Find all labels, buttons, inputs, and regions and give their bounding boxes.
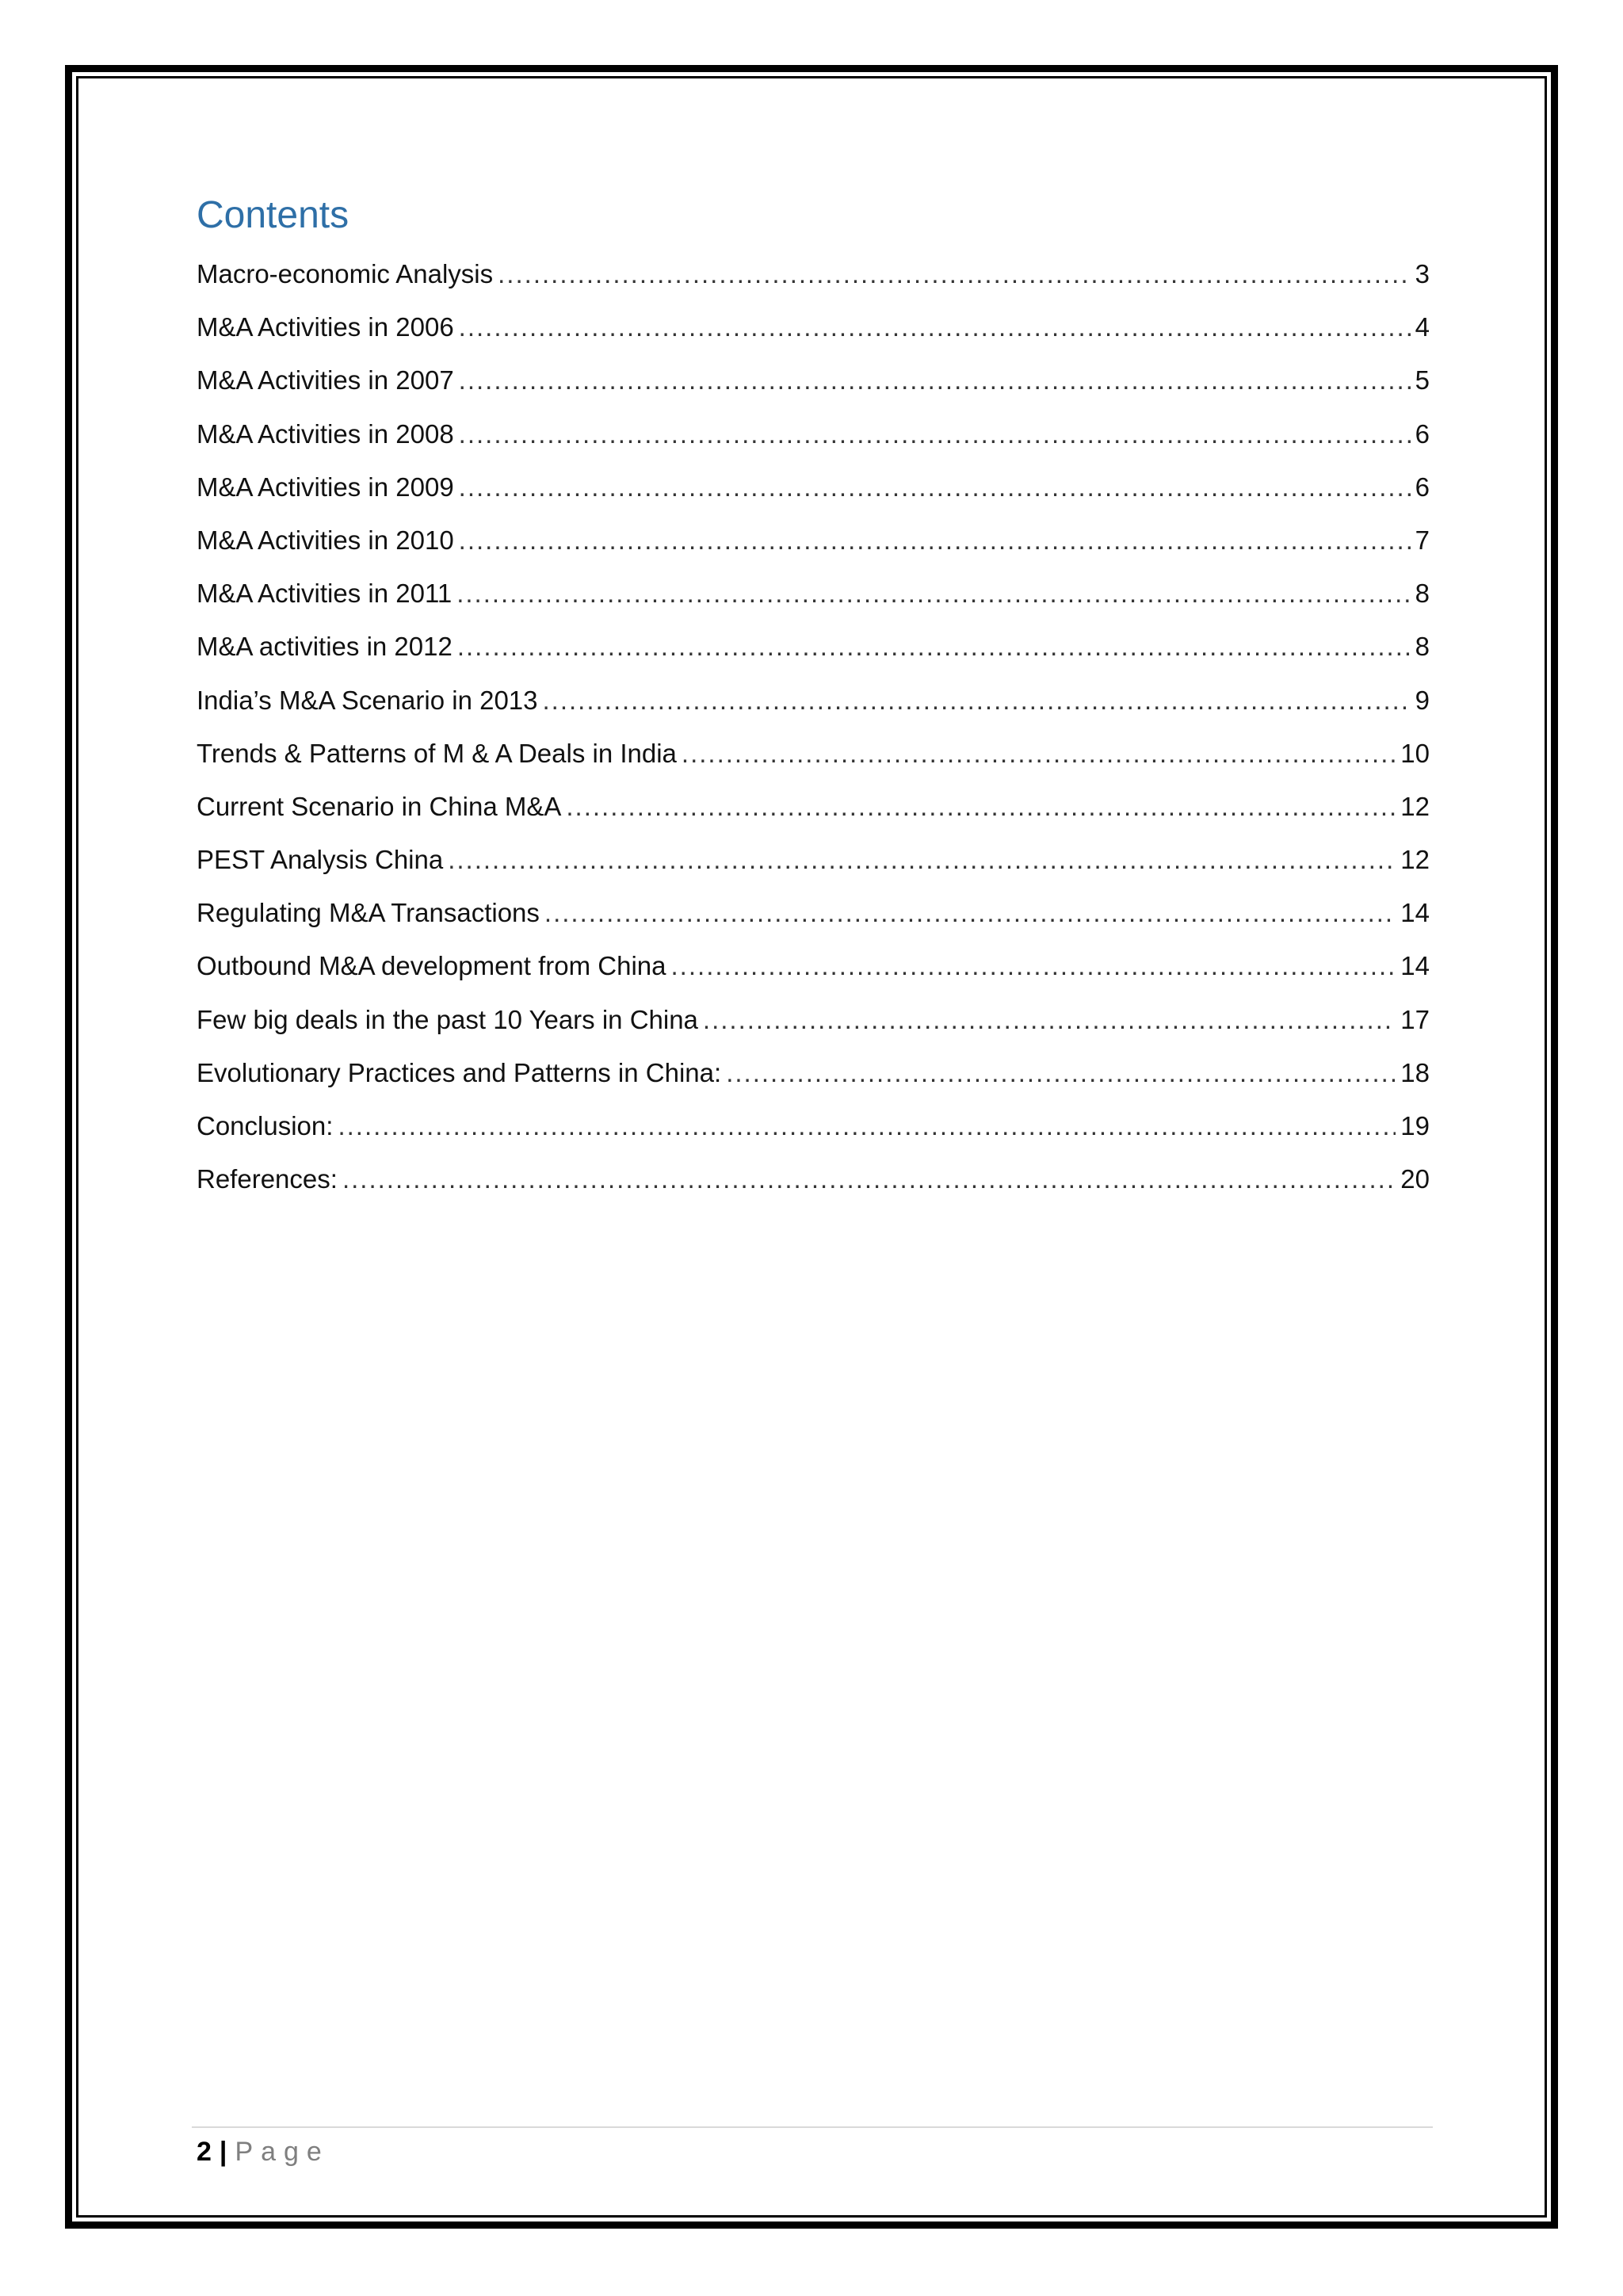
toc-entry[interactable] <box>197 947 1430 1000</box>
toc-dot-leader <box>457 628 1411 666</box>
toc-entry-label: References: <box>197 1164 338 1194</box>
toc-entry[interactable] <box>197 1160 1430 1213</box>
toc-entry-label: Regulating M&A Transactions <box>197 898 540 928</box>
toc-entry-page: 9 <box>1415 685 1430 715</box>
toc-entry-label: Macro-economic Analysis <box>197 259 494 288</box>
toc-dot-leader <box>671 947 1396 985</box>
toc-entry-page: 3 <box>1415 259 1430 288</box>
toc-dot-leader <box>459 521 1411 560</box>
toc-entry-page: 10 <box>1400 738 1430 768</box>
toc-entry[interactable] <box>197 468 1430 521</box>
toc-entry[interactable] <box>197 255 1430 308</box>
toc-dot-leader <box>544 894 1396 932</box>
toc-entry-page: 17 <box>1400 1004 1430 1034</box>
toc-entry-page: 12 <box>1400 845 1430 875</box>
toc-entry-label: M&A activities in 2012 <box>197 632 453 662</box>
toc-dot-leader <box>566 788 1396 826</box>
toc-entry-page: 18 <box>1400 1057 1430 1087</box>
page-footer <box>197 2134 330 2169</box>
toc-entry-label: PEST Analysis China <box>197 845 444 875</box>
toc-entry-label: M&A Activities in 2011 <box>197 579 453 609</box>
toc-entry-page: 14 <box>1400 898 1430 928</box>
toc-dot-leader <box>726 1054 1396 1092</box>
toc-entry-page: 7 <box>1415 525 1430 555</box>
toc-entry-label: M&A Activities in 2006 <box>197 312 454 342</box>
toc-entry-page: 14 <box>1400 951 1430 981</box>
toc-dot-leader <box>459 308 1411 346</box>
toc-dot-leader <box>682 735 1396 773</box>
toc-dot-leader <box>703 1001 1396 1039</box>
footer-separator: | <box>219 2137 227 2167</box>
toc-dot-leader <box>459 468 1411 506</box>
toc-entry-page: 8 <box>1415 579 1430 609</box>
toc-dot-leader <box>459 415 1411 453</box>
toc-entry-label: M&A Activities in 2010 <box>197 525 454 555</box>
toc-entry-label: M&A Activities in 2007 <box>197 365 454 395</box>
toc-entry-page: 5 <box>1415 365 1430 395</box>
toc-entry[interactable] <box>197 735 1430 788</box>
toc-entry[interactable] <box>197 575 1430 628</box>
toc-entry[interactable] <box>197 361 1430 415</box>
toc-entry[interactable] <box>197 628 1430 681</box>
toc-dot-leader <box>498 255 1411 293</box>
toc-entry[interactable] <box>197 308 1430 361</box>
footer-page-word: Page <box>235 2137 330 2167</box>
toc-entry[interactable] <box>197 894 1430 947</box>
toc-dot-leader <box>543 682 1411 720</box>
toc-entry[interactable] <box>197 1001 1430 1054</box>
footer-rule <box>192 2126 1433 2128</box>
toc-list <box>197 255 1430 1213</box>
toc-dot-leader <box>456 575 1410 613</box>
toc-entry-label: M&A Activities in 2008 <box>197 418 454 449</box>
toc-entry-page: 8 <box>1415 632 1430 662</box>
toc-entry-label: Evolutionary Practices and Patterns in China: <box>197 1057 722 1087</box>
toc-entry-label: M&A Activities in 2009 <box>197 472 454 502</box>
toc-entry[interactable] <box>197 841 1430 894</box>
toc-entry[interactable] <box>197 1107 1430 1160</box>
toc-entry[interactable] <box>197 788 1430 841</box>
toc-dot-leader <box>342 1160 1396 1198</box>
toc-entry-page: 19 <box>1400 1111 1430 1140</box>
toc-entry[interactable] <box>197 521 1430 575</box>
toc-entry-label: Few big deals in the past 10 Years in China <box>197 1004 698 1034</box>
footer-page-number: 2 <box>197 2137 212 2167</box>
toc-entry-page: 4 <box>1415 312 1430 342</box>
toc-title: Contents <box>197 194 349 236</box>
toc-entry-page: 20 <box>1400 1164 1430 1194</box>
toc-entry[interactable] <box>197 1054 1430 1107</box>
toc-entry-label: Trends & Patterns of M & A Deals in India <box>197 738 677 768</box>
toc-entry-label: Outbound M&A development from China <box>197 951 666 981</box>
toc-entry-page: 6 <box>1415 472 1430 502</box>
toc-entry-label: Current Scenario in China M&A <box>197 791 562 821</box>
toc-dot-leader <box>448 841 1396 879</box>
toc-entry-page: 6 <box>1415 418 1430 449</box>
toc-entry-page: 12 <box>1400 791 1430 821</box>
toc-entry[interactable] <box>197 415 1430 468</box>
toc-dot-leader <box>338 1107 1396 1145</box>
toc-entry-label: India’s M&A Scenario in 2013 <box>197 685 538 715</box>
toc-dot-leader <box>459 361 1411 399</box>
toc-entry[interactable] <box>197 682 1430 735</box>
toc-entry-label: Conclusion: <box>197 1111 334 1140</box>
